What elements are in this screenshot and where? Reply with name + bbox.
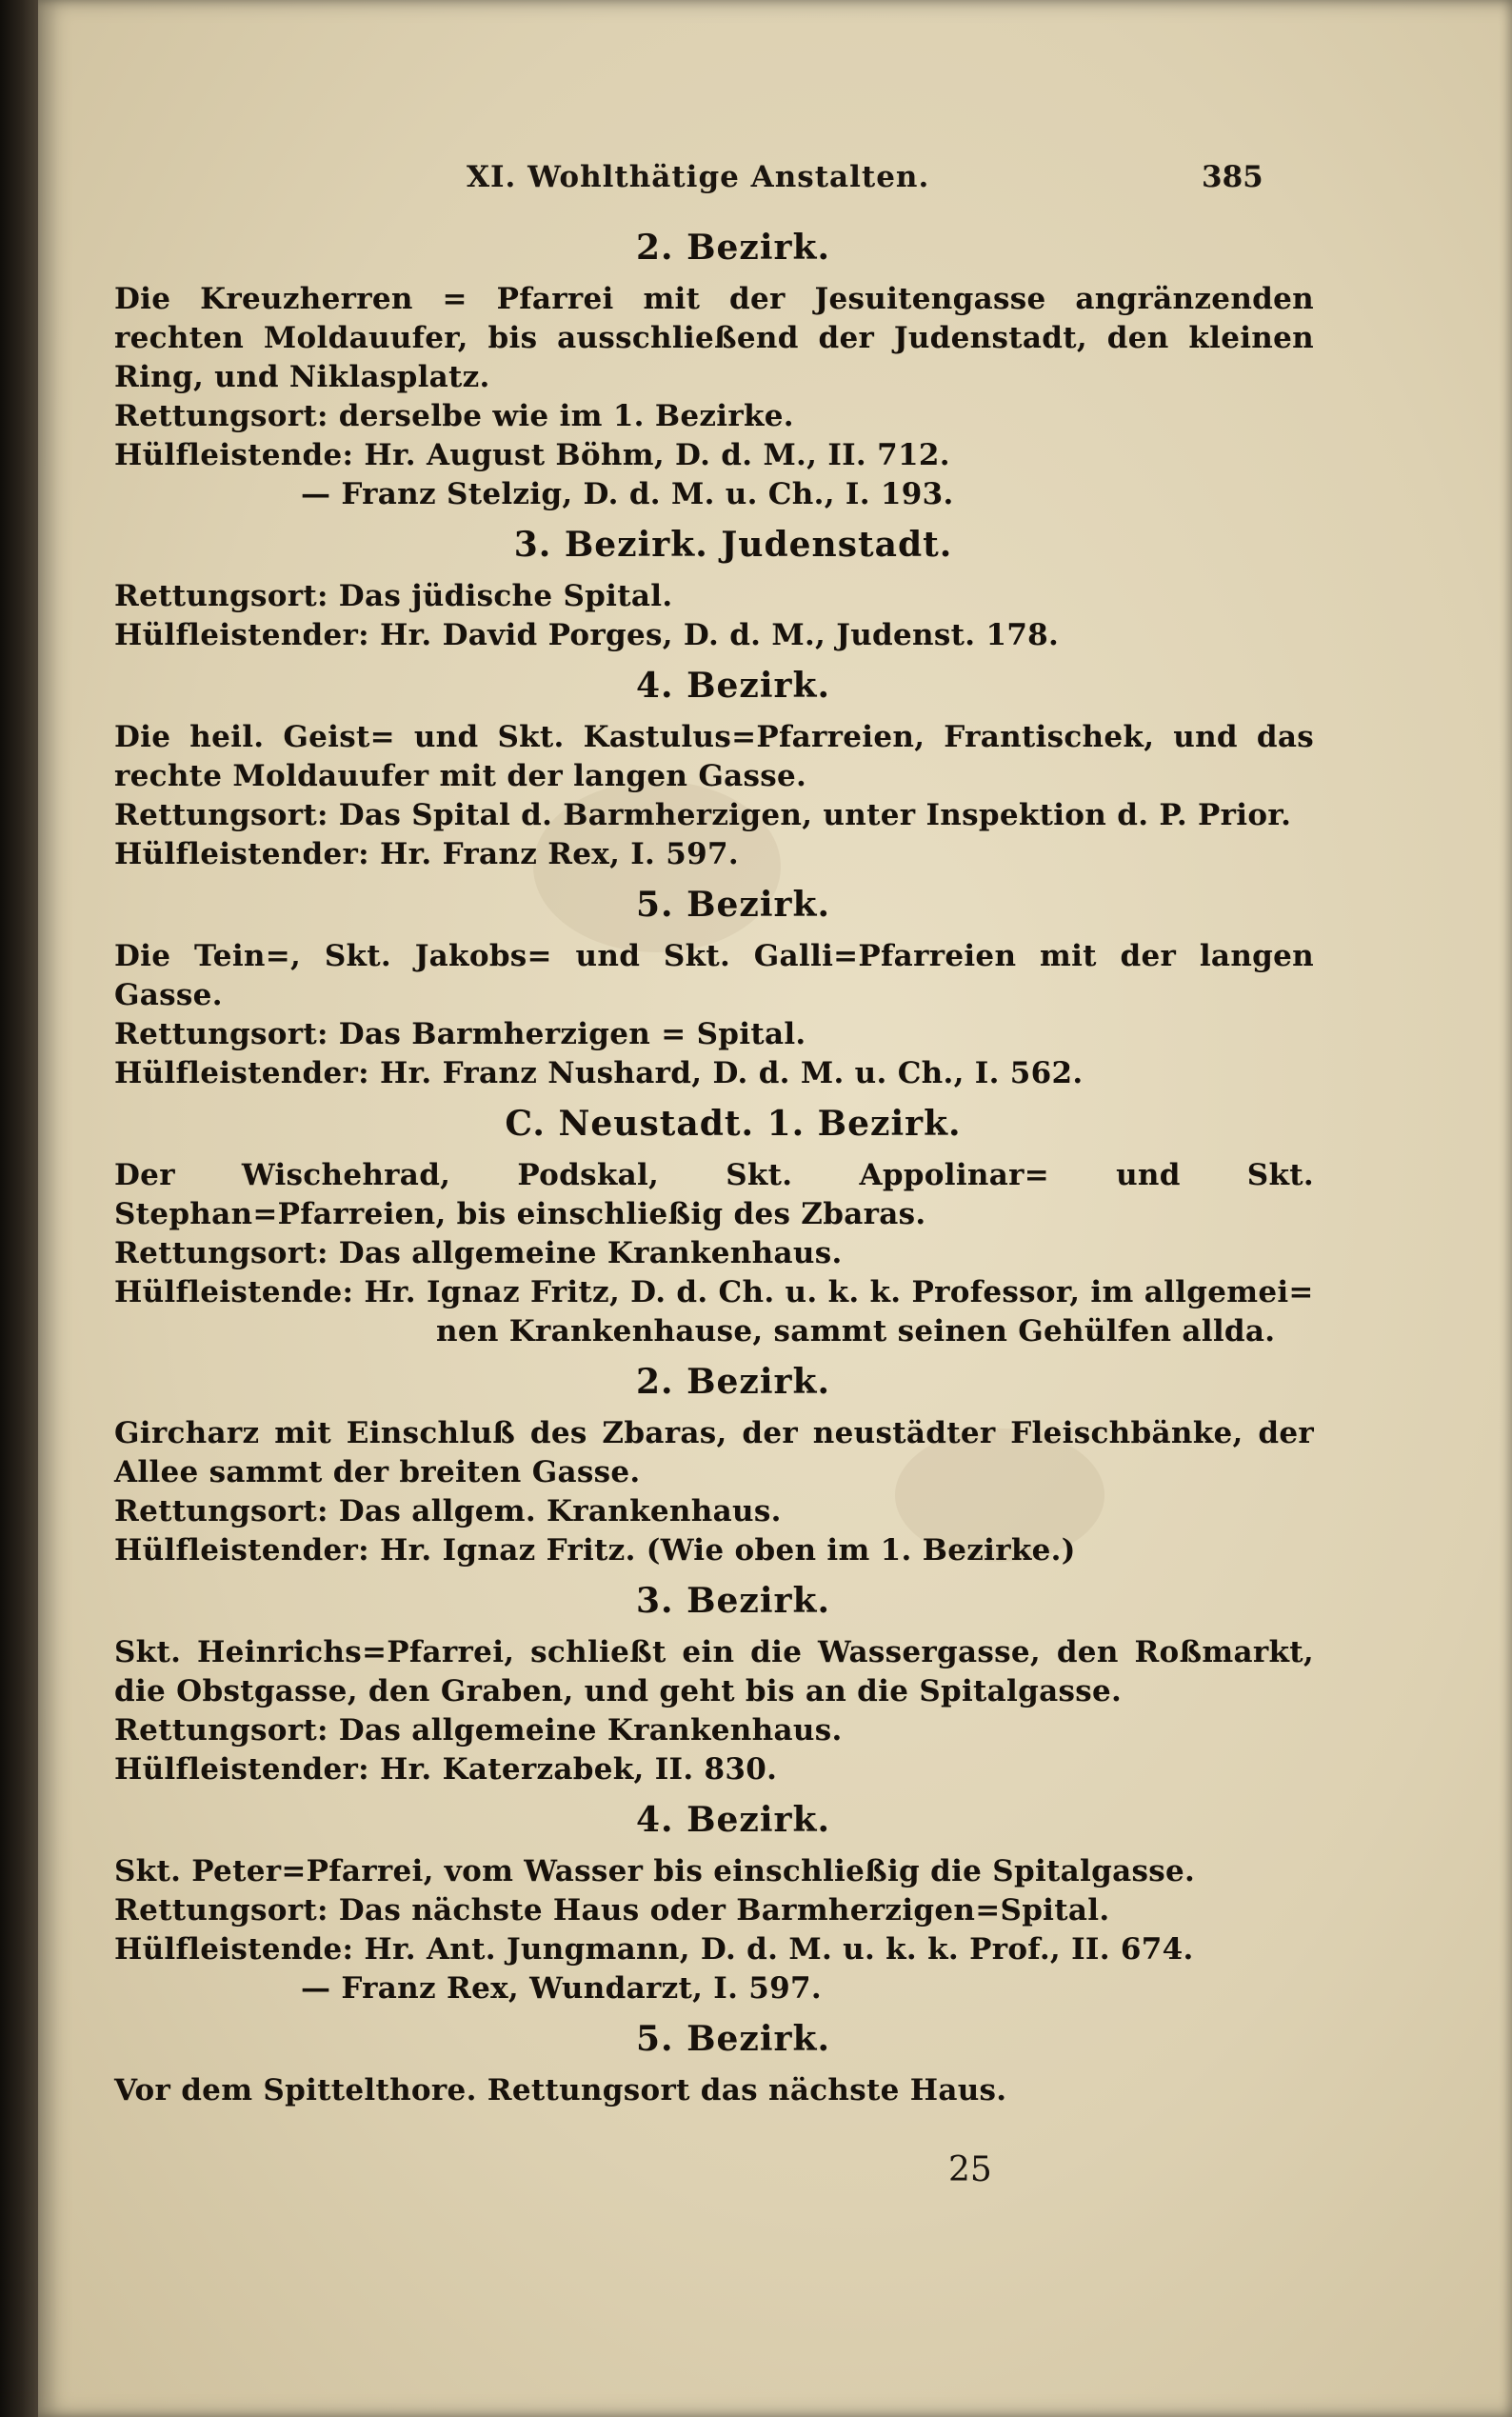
section-heading: 5. Bezirk. [635, 2019, 830, 2059]
page-body [114, 217, 1314, 2110]
section-paragraph: Skt. Heinrichs=Pfarrei, schließt ein die Wassergasse, den Roßmarkt, die Obstgasse, den Graben, und geht bis an die Spitalgasse. [114, 1635, 1314, 1708]
section-paragraph: Die heil. Geist= und Skt. Kastulus=Pfarreien, Frantischek, und das rechte Moldauufer mit der langen Gasse. [114, 720, 1314, 793]
text-line: Skt. Peter=Pfarrei, vom Wasser bis einschließig die Spitalgasse. [114, 1854, 1196, 1888]
text-line: Hülfleistender: Hr. Franz Nushard, D. d. M. u. Ch., I. 562. [114, 1056, 1084, 1090]
text-line: Rettungsort: Das jüdische Spital. [114, 579, 673, 613]
section-heading: 4. Bezirk. [635, 666, 830, 706]
text-line: Hülfleistende: Hr. August Böhm, D. d. M., II. 712. [114, 438, 950, 472]
section-paragraph: Die Kreuzherren = Pfarrei mit der Jesuitengasse angränzenden rechten Moldauufer, bis ausschließend der Judenstadt, den kleinen Ring, und Niklasplatz. [114, 282, 1314, 394]
text-line: Rettungsort: derselbe wie im 1. Bezirke. [114, 399, 794, 433]
section-heading: 2. Bezirk. [635, 1362, 830, 1402]
section-heading: 3. Bezirk. [635, 1581, 830, 1621]
text-line: Rettungsort: Das allgemeine Krankenhaus. [114, 1236, 843, 1270]
text-line: Hülfleistende: Hr. Ant. Jungmann, D. d. M. u. k. k. Prof., II. 674. [114, 1932, 1194, 1967]
section-paragraph: Gircharz mit Einschluß des Zbaras, der neustädter Fleischbänke, der Allee sammt der breiten Gasse. [114, 1416, 1314, 1489]
text-line: nen Krankenhause, sammt seinen Gehülfen allda. [436, 1314, 1276, 1348]
section-paragraph: Die Tein=, Skt. Jakobs= und Skt. Galli=Pfarreien mit der langen Gasse. [114, 939, 1314, 1012]
section-heading: 4. Bezirk. [635, 1800, 830, 1840]
text-line: Hülfleistende: Hr. Ignaz Fritz, D. d. Ch. u. k. k. Professor, im allgemei= [114, 1275, 1314, 1309]
section-paragraph: Der Wischehrad, Podskal, Skt. Appolinar= und Skt. Stephan=Pfarreien, bis einschließig des Zbaras. [114, 1158, 1314, 1231]
section-heading: 3. Bezirk. Judenstadt. [513, 525, 953, 565]
text-line: Hülfleistender: Hr. Ignaz Fritz. (Wie oben im 1. Bezirke.) [114, 1533, 1076, 1568]
book-binding [0, 0, 38, 2417]
text-line: Hülfleistender: Hr. David Porges, D. d. M., Judenst. 178. [114, 618, 1060, 652]
running-head [38, 160, 1512, 204]
text-line: Rettungsort: Das allgemeine Krankenhaus. [114, 1713, 843, 1748]
section-heading: 5. Bezirk. [635, 885, 830, 925]
text-line: — Franz Rex, Wundarzt, I. 597. [301, 1971, 822, 2006]
text-line: Rettungsort: Das nächste Haus oder Barmherzigen=Spital. [114, 1893, 1110, 1928]
signature-mark: 25 [948, 2150, 992, 2189]
book-page [38, 0, 1512, 2417]
text-line: Hülfleistender: Hr. Franz Rex, I. 597. [114, 837, 739, 871]
section-heading: C. Neustadt. 1. Bezirk. [505, 1104, 962, 1144]
text-line: — Franz Stelzig, D. d. M. u. Ch., I. 193. [301, 477, 954, 511]
text-line: Rettungsort: Das Barmherzigen = Spital. [114, 1017, 806, 1051]
text-line: Vor dem Spittelthore. Rettungsort das nächste Haus. [114, 2073, 1007, 2107]
section-heading: 2. Bezirk. [635, 228, 830, 268]
text-line: Hülfleistender: Hr. Katerzabek, II. 830. [114, 1752, 778, 1787]
text-line: Rettungsort: Das Spital d. Barmherzigen, unter Inspektion d. P. Prior. [114, 798, 1292, 832]
running-head-title: XI. Wohlthätige Anstalten. [467, 160, 930, 194]
page-number: 385 [1202, 160, 1263, 194]
text-line: Rettungsort: Das allgem. Krankenhaus. [114, 1494, 782, 1528]
